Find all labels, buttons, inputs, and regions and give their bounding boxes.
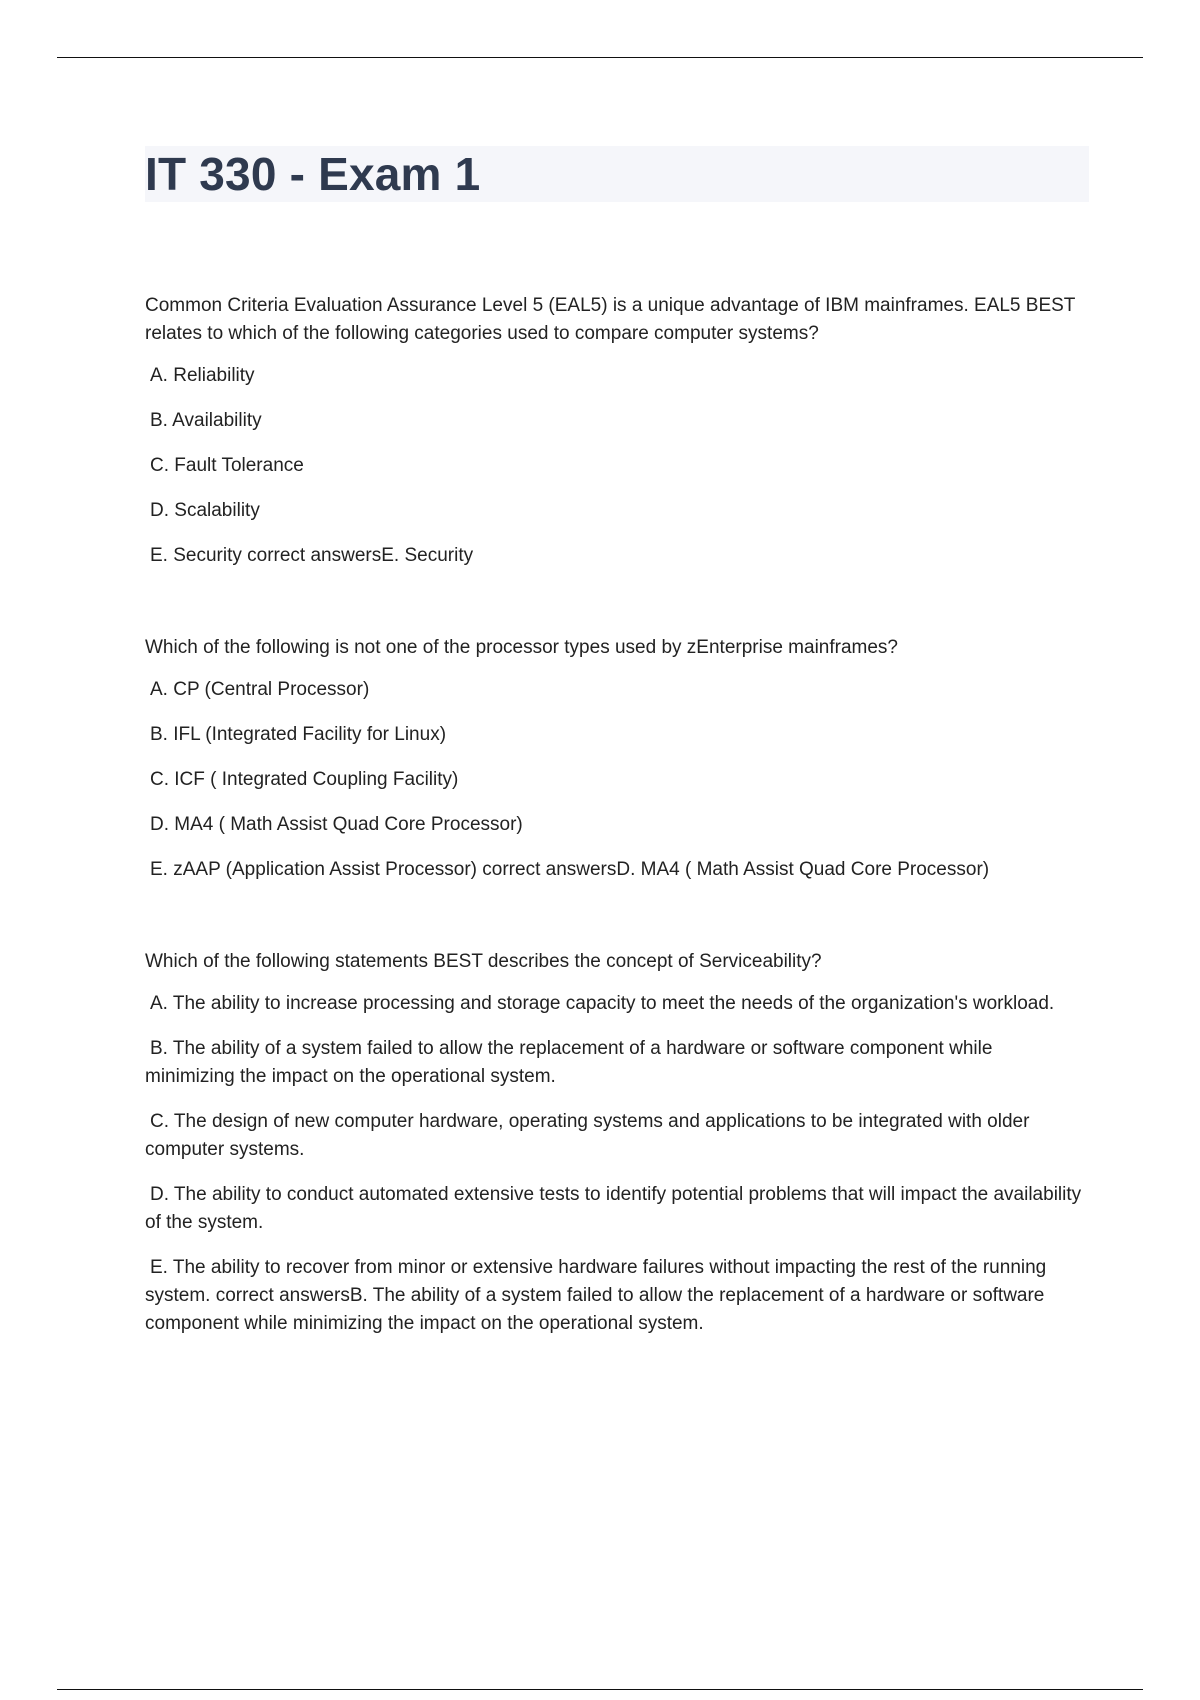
question-2-option-e: E. zAAP (Application Assist Processor) correct answersD. MA4 ( Math Assist Quad Core Processor) [150,859,990,880]
question-1-option-b: B. Availability [150,410,262,431]
question-3-option-d: D. The ability to conduct automated extensive tests to identify potential problems that will impact the availability of the system. [145,1184,1082,1233]
question-3-option-c: C. The design of new computer hardware, operating systems and applications to be integrated with older computer systems. [145,1111,1030,1160]
top-rule [57,57,1143,58]
question-2 [145,634,1085,884]
question-2-option-a: A. CP (Central Processor) [150,679,370,700]
exam-content [145,292,1085,1402]
question-3-option-e: E. The ability to recover from minor or extensive hardware failures without impacting the rest of the running system. correct answersB. The ability of a system failed to allow the replacement of a hardware or software component while minimizing the impact on the operational system. [145,1257,1047,1334]
bottom-rule [57,1689,1143,1690]
question-2-option-b: B. IFL (Integrated Facility for Linux) [150,724,447,745]
page-title: IT 330 - Exam 1 [145,148,481,200]
question-1-text: Common Criteria Evaluation Assurance Level 5 (EAL5) is a unique advantage of IBM mainframes. EAL5 BEST relates to which of the following categories used to compare computer systems? [145,295,1076,344]
question-1-option-d: D. Scalability [150,500,260,521]
question-2-option-c: C. ICF ( Integrated Coupling Facility) [150,769,459,790]
question-1-option-a: A. Reliability [150,365,255,386]
question-2-text: Which of the following is not one of the processor types used by zEnterprise mainframes? [145,637,898,658]
question-3-option-b: B. The ability of a system failed to allow the replacement of a hardware or software component while minimizing the impact on the operational system. [145,1038,993,1087]
question-1-option-c: C. Fault Tolerance [150,455,304,476]
question-1-option-e: E. Security correct answersE. Security [150,545,474,566]
question-3-option-a: A. The ability to increase processing and storage capacity to meet the needs of the organization's workload. [150,993,1055,1014]
question-2-option-d: D. MA4 ( Math Assist Quad Core Processor) [150,814,523,835]
question-1 [145,292,1085,570]
question-3 [145,948,1085,1338]
question-3-text: Which of the following statements BEST describes the concept of Serviceability? [145,951,822,972]
